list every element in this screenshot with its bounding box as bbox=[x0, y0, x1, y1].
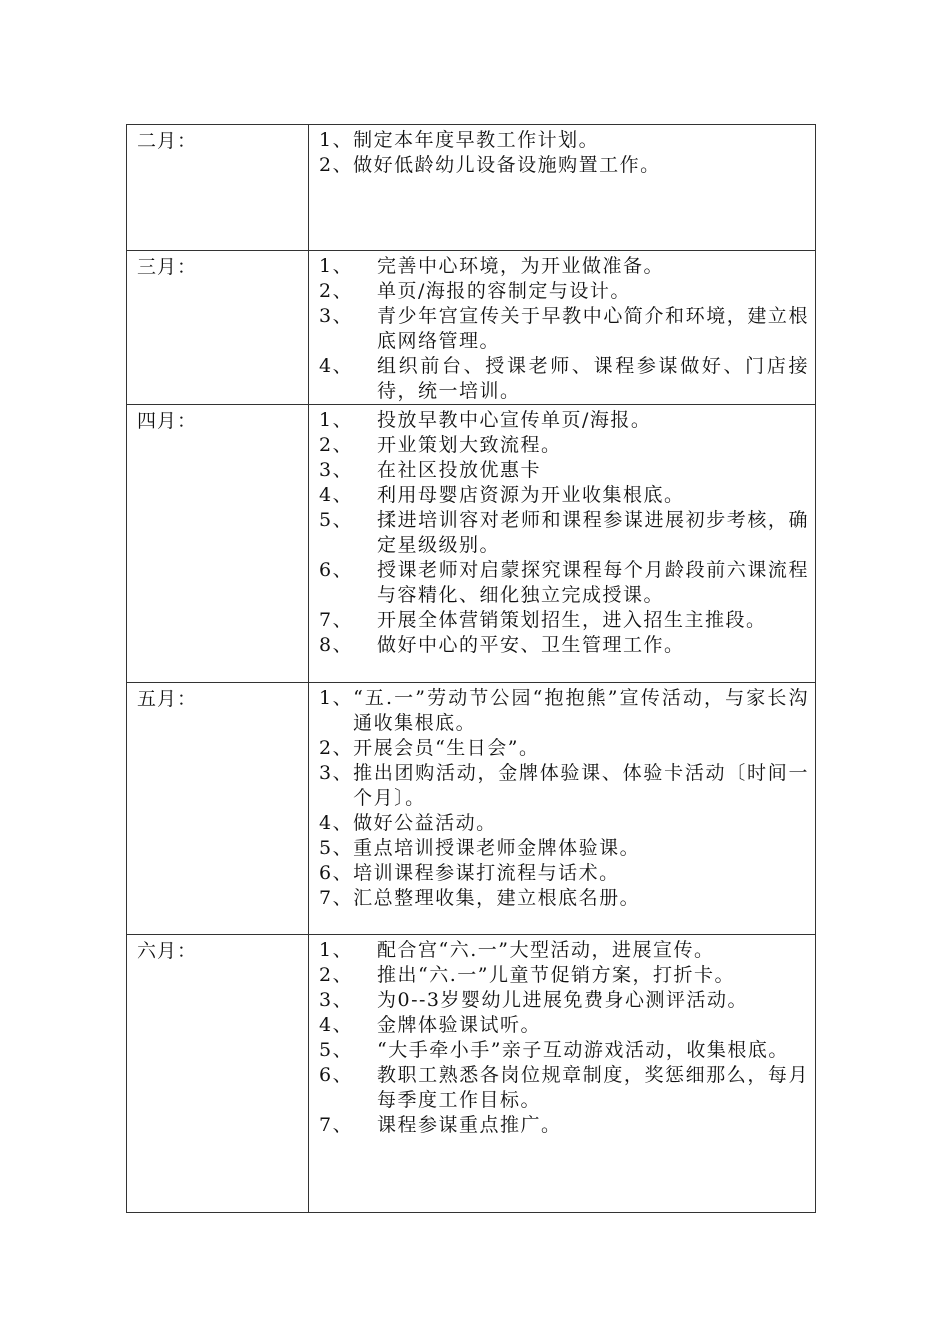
list-item bbox=[319, 1038, 809, 1063]
list-item bbox=[319, 354, 809, 404]
list-item bbox=[319, 963, 809, 988]
list-item bbox=[319, 508, 809, 558]
tasks-cell bbox=[309, 251, 816, 405]
item-text: 配合宫“六.一”大型活动，进展宣传。 bbox=[377, 939, 715, 961]
month-label: 四月： bbox=[137, 410, 198, 432]
item-number: 7、 bbox=[319, 609, 354, 631]
item-text: 利用母婴店资源为开业收集根底。 bbox=[377, 484, 685, 506]
table-row bbox=[127, 935, 816, 1213]
item-number: 1、 bbox=[319, 129, 354, 151]
item-text: 推出“六.一”儿童节促销方案，打折卡。 bbox=[377, 964, 735, 986]
list-item bbox=[319, 279, 809, 304]
list-item bbox=[319, 483, 809, 508]
month-label: 五月： bbox=[137, 688, 198, 710]
item-number: 1、 bbox=[319, 409, 354, 431]
item-text: 授课老师对启蒙探究课程每个月龄段前六课流程与容精化、细化独立完成授课。 bbox=[377, 559, 809, 606]
month-cell bbox=[127, 935, 309, 1213]
item-text: 做好中心的平安、卫生管理工作。 bbox=[377, 634, 685, 656]
table-row bbox=[127, 405, 816, 683]
table-row bbox=[127, 125, 816, 251]
list-item bbox=[319, 811, 809, 836]
item-text: 开业策划大致流程。 bbox=[377, 434, 562, 456]
list-item bbox=[319, 761, 809, 811]
item-text: 投放早教中心宣传单页/海报。 bbox=[377, 409, 652, 431]
month-cell bbox=[127, 683, 309, 935]
list-item bbox=[319, 1013, 809, 1038]
list-item bbox=[319, 608, 809, 633]
item-text: 金牌体验课试听。 bbox=[377, 1014, 542, 1036]
list-item bbox=[319, 886, 809, 911]
item-text: 单页/海报的容制定与设计。 bbox=[377, 280, 631, 302]
item-number: 1、 bbox=[319, 255, 354, 277]
item-text: 重点培训授课老师金牌体验课。 bbox=[353, 837, 641, 859]
item-text: 青少年宫宣传关于早教中心简介和环境，建立根底网络管理。 bbox=[377, 305, 809, 352]
item-text: 开展会员“生日会”。 bbox=[353, 737, 540, 759]
item-text: 组织前台、授课老师、课程参谋做好、门店接待，统一培训。 bbox=[377, 355, 809, 402]
list-item bbox=[319, 458, 809, 483]
list-item bbox=[319, 938, 809, 963]
list-item bbox=[319, 861, 809, 886]
list-item bbox=[319, 304, 809, 354]
item-number: 1、 bbox=[319, 687, 354, 709]
list-item bbox=[319, 633, 809, 658]
month-cell bbox=[127, 405, 309, 683]
item-number: 4、 bbox=[319, 484, 354, 506]
item-number: 3、 bbox=[319, 459, 354, 481]
item-text: 汇总整理收集，建立根底名册。 bbox=[353, 887, 641, 909]
item-number: 3、 bbox=[319, 762, 354, 784]
item-number: 6、 bbox=[319, 559, 354, 581]
tasks-cell bbox=[309, 125, 816, 251]
item-number: 3、 bbox=[319, 305, 354, 327]
list-item bbox=[319, 153, 809, 178]
list-item bbox=[319, 1113, 809, 1138]
item-number: 2、 bbox=[319, 737, 354, 759]
tasks-cell bbox=[309, 405, 816, 683]
item-number: 5、 bbox=[319, 837, 354, 859]
item-number: 1、 bbox=[319, 939, 354, 961]
item-text: “五.一”劳动节公园“抱抱熊”宣传活动，与家长沟通收集根底。 bbox=[353, 687, 809, 734]
item-number: 5、 bbox=[319, 509, 354, 531]
month-cell bbox=[127, 251, 309, 405]
item-text: 做好公益活动。 bbox=[353, 812, 497, 834]
item-number: 2、 bbox=[319, 964, 354, 986]
item-text: 揉进培训容对老师和课程参谋进展初步考核，确定星级级别。 bbox=[377, 509, 809, 556]
plan-table-body bbox=[127, 125, 816, 1213]
table-row bbox=[127, 683, 816, 935]
item-text: 在社区投放优惠卡 bbox=[377, 459, 542, 481]
list-item bbox=[319, 128, 809, 153]
month-label: 六月： bbox=[137, 940, 198, 962]
item-text: 为0--3岁婴幼儿进展免费身心测评活动。 bbox=[377, 989, 749, 1011]
item-text: 培训课程参谋打流程与话术。 bbox=[353, 862, 620, 884]
item-number: 8、 bbox=[319, 634, 354, 656]
list-item bbox=[319, 1063, 809, 1113]
list-item bbox=[319, 836, 809, 861]
list-item bbox=[319, 408, 809, 433]
table-row bbox=[127, 251, 816, 405]
month-label: 三月： bbox=[137, 256, 198, 278]
item-number: 2、 bbox=[319, 434, 354, 456]
month-label: 二月： bbox=[137, 130, 198, 152]
item-text: “大手牵小手”亲子互动游戏活动，收集根底。 bbox=[377, 1039, 789, 1061]
month-cell bbox=[127, 125, 309, 251]
tasks-cell bbox=[309, 683, 816, 935]
list-item bbox=[319, 433, 809, 458]
list-item bbox=[319, 686, 809, 736]
item-number: 4、 bbox=[319, 1014, 354, 1036]
item-text: 推出团购活动，金牌体验课、体验卡活动〔时间一个月〕。 bbox=[353, 762, 809, 809]
item-number: 6、 bbox=[319, 862, 354, 884]
item-number: 2、 bbox=[319, 154, 354, 176]
item-text: 课程参谋重点推广。 bbox=[377, 1114, 562, 1136]
item-number: 6、 bbox=[319, 1064, 354, 1086]
item-number: 7、 bbox=[319, 887, 354, 909]
item-text: 制定本年度早教工作计划。 bbox=[353, 129, 600, 151]
item-number: 2、 bbox=[319, 280, 354, 302]
item-number: 4、 bbox=[319, 355, 354, 377]
monthly-plan-table bbox=[126, 124, 816, 1213]
item-number: 4、 bbox=[319, 812, 354, 834]
list-item bbox=[319, 254, 809, 279]
item-number: 3、 bbox=[319, 989, 354, 1011]
item-number: 7、 bbox=[319, 1114, 354, 1136]
item-text: 完善中心环境，为开业做准备。 bbox=[377, 255, 665, 277]
item-text: 开展全体营销策划招生，进入招生主推段。 bbox=[377, 609, 767, 631]
list-item bbox=[319, 558, 809, 608]
list-item bbox=[319, 988, 809, 1013]
list-item bbox=[319, 736, 809, 761]
item-text: 教职工熟悉各岗位规章制度，奖惩细那么，每月每季度工作目标。 bbox=[377, 1064, 809, 1111]
item-text: 做好低龄幼儿设备设施购置工作。 bbox=[353, 154, 661, 176]
tasks-cell bbox=[309, 935, 816, 1213]
item-number: 5、 bbox=[319, 1039, 354, 1061]
